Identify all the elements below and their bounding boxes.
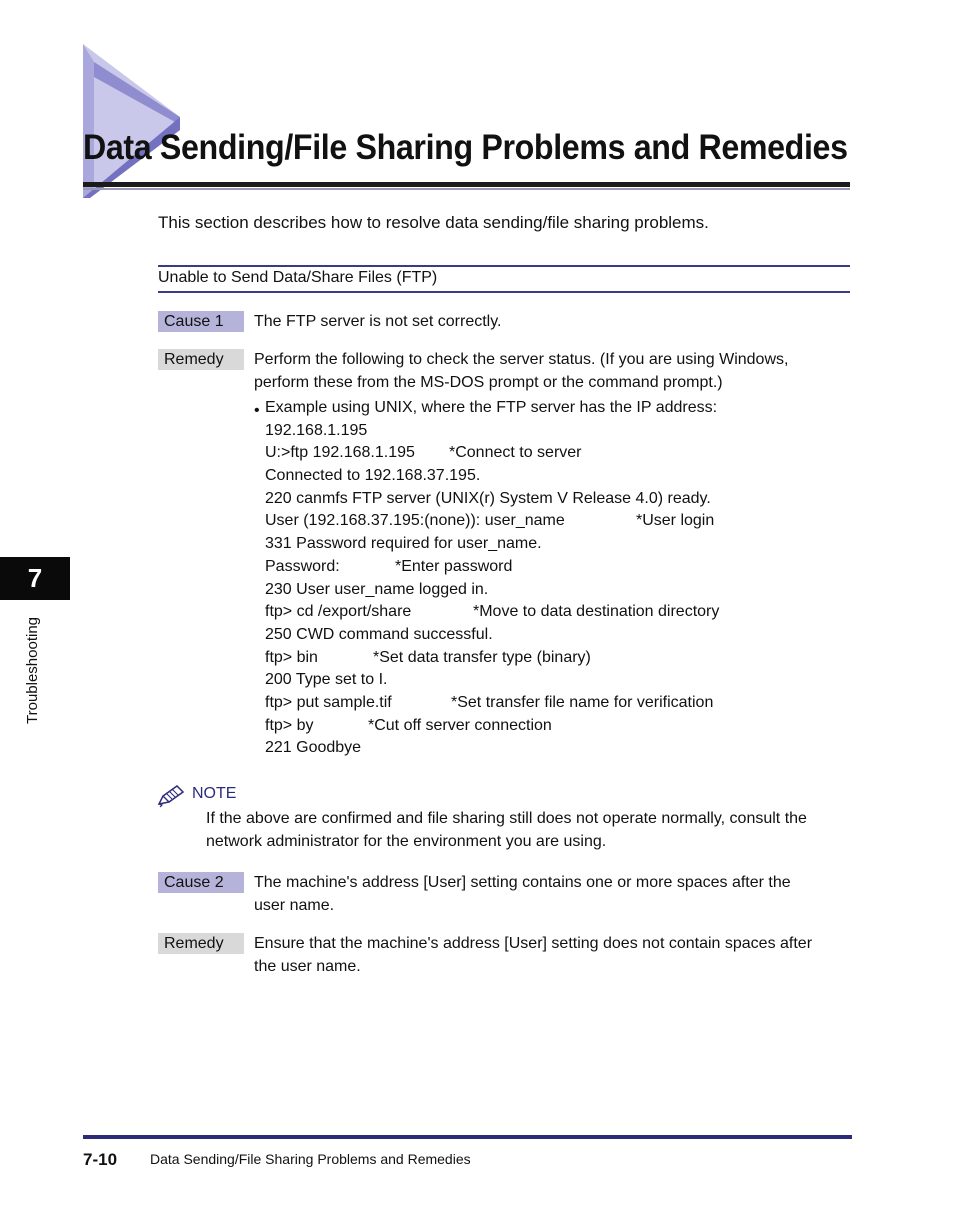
title-rule: [83, 182, 850, 187]
example-annotation: *Enter password: [395, 557, 513, 575]
note-label: NOTE: [192, 785, 237, 802]
remedy-2-tag: Remedy: [158, 933, 244, 954]
cause-2-line-1: The machine's address [User] setting contains one or more spaces after the: [254, 874, 791, 891]
cause-1-tag: Cause 1: [158, 311, 244, 332]
cause-2-line-2: user name.: [254, 897, 335, 914]
page-number: 7-10: [83, 1150, 118, 1169]
section-heading: Unable to Send Data/Share Files (FTP): [158, 269, 438, 286]
title-rule-secondary: [83, 188, 850, 190]
remedy-1-tag: Remedy: [158, 349, 244, 370]
cause-2-text: [254, 871, 791, 917]
cause-2-tag: Cause 2: [158, 872, 244, 893]
section-rule-bottom: [158, 291, 850, 293]
example-annotation: *Set data transfer type (binary): [373, 648, 591, 666]
remedy-2-line-2: the user name.: [254, 958, 361, 975]
example-line: User (192.168.37.195:(none)): user_name *User login: [265, 510, 717, 533]
note-pencil-icon: [157, 784, 187, 808]
remedy-2-line-1: Ensure that the machine's address [User] setting does not contain spaces after: [254, 935, 813, 952]
footer-rule: [83, 1135, 852, 1139]
remedy-2-text: [254, 932, 812, 978]
chapter-number: 7: [27, 563, 43, 593]
example-annotation: *Connect to server: [449, 444, 582, 462]
intro-text: This section describes how to resolve data sending/file sharing problems.: [158, 213, 709, 232]
example-line: U:>ftp 192.168.1.195 *Connect to server: [265, 442, 717, 465]
example-line: ftp> put sample.tif *Set transfer file name for verification: [265, 692, 717, 715]
example-annotation: *User login: [636, 512, 715, 530]
example-line: Example using UNIX, where the FTP server has the IP address:: [265, 399, 718, 416]
cause-1-text: The FTP server is not set correctly.: [254, 313, 502, 330]
example-line: 200 Type set to I.: [265, 671, 388, 689]
remedy-1-line-2: perform these from the MS-DOS prompt or the command prompt.): [254, 374, 723, 391]
example-line: 221 Goodbye: [265, 739, 362, 757]
example-line: Password: *Enter password: [265, 556, 717, 579]
example-line: 192.168.1.195: [265, 421, 368, 439]
example-line: Connected to 192.168.37.195.: [265, 467, 481, 485]
remedy-1-text: [254, 348, 788, 394]
example-line: ftp> bin *Set data transfer type (binary): [265, 647, 717, 670]
chapter-label: Troubleshooting: [24, 616, 41, 724]
example-annotation: *Move to data destination directory: [473, 603, 720, 621]
bullet-icon: •: [254, 402, 260, 419]
example-annotation: *Cut off server connection: [368, 716, 552, 734]
example-line: 250 CWD command successful.: [265, 625, 493, 643]
footer-title: Data Sending/File Sharing Problems and Remedies: [150, 1151, 471, 1167]
example-line: 220 canmfs FTP server (UNIX(r) System V Release 4.0) ready.: [265, 489, 711, 507]
example-line: 230 User user_name logged in.: [265, 580, 489, 598]
example-line: 331 Password required for user_name.: [265, 535, 542, 553]
note-text: If the above are confirmed and file sharing still does not operate normally, consult the network administrator for the environment you are using.: [206, 810, 807, 850]
section-rule-top: [158, 265, 850, 267]
example-line: ftp> cd /export/share *Move to data destination directory: [265, 601, 717, 624]
example-annotation: *Set transfer file name for verification: [451, 693, 714, 711]
page-title: Data Sending/File Sharing Problems and Remedies: [83, 128, 848, 167]
ftp-example-block: [265, 397, 720, 760]
remedy-1-line-1: Perform the following to check the server status. (If you are using Windows,: [254, 351, 789, 368]
example-line: ftp> by *Cut off server connection: [265, 715, 717, 738]
header-triangle-decoration: [80, 42, 190, 202]
